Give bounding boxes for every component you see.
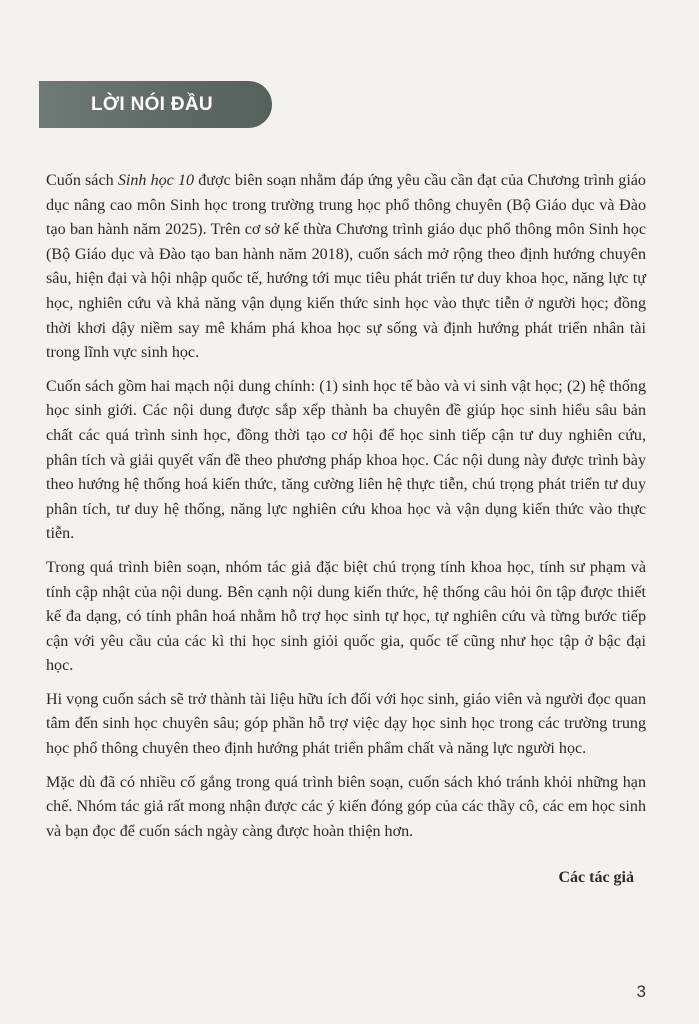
preface-body: [46, 169, 646, 853]
paragraph-3: Trong quá trình biên soạn, nhóm tác giả đặc biệt chú trọng tính khoa học, tính sư phạm và tính cập nhật của nội dung. Bên cạnh nội dung kiến thức, hệ thống câu hỏi ôn tập được thiết kế đa dạng, có tính phân hoá nhằm hỗ trợ học sinh tự học, tự nghiên cứu và từng bước tiếp cận với yêu cầu của các kì thi học sinh giỏi quốc gia, quốc tế cũng như học tập ở bậc đại học.: [46, 558, 646, 675]
paragraph-4: Hi vọng cuốn sách sẽ trở thành tài liệu hữu ích đối với học sinh, giáo viên và người đọc quan tâm đến sinh học chuyên sâu; góp phần hỗ trợ việc dạy học sinh học trong các trường trung học phổ thông chuyên theo định hướng phát triển phẩm chất và năng lực người học.: [46, 690, 646, 758]
paragraph-1-lead: Cuốn sách: [46, 172, 118, 189]
author-signature: Các tác giả: [558, 869, 634, 886]
paragraph-1: [46, 169, 646, 366]
paragraph-2: Cuốn sách gồm hai mạch nội dung chính: (1) sinh học tế bào và vi sinh vật học; (2) hệ thống học sinh giới. Các nội dung được sắp xếp thành ba chuyên đề giúp học sinh hiểu sâu bản chất các quá trình sinh học, đồng thời tạo cơ hội để học sinh tiếp cận tư duy nghiên cứu, phân tích và giải quyết vấn đề theo phương pháp khoa học. Các nội dung này được trình bày theo hướng hệ thống hoá kiến thức, tăng cường liên hệ thực tiễn, chú trọng phát triển tư duy phân tích, tư duy hệ thống, năng lực nghiên cứu khoa học và vận dụng kiến thức vào thực tiễn.: [46, 377, 646, 543]
section-title: LỜI NÓI ĐẦU: [91, 94, 213, 115]
book-title-italic: Sinh học 10: [117, 172, 195, 189]
paragraph-1-rest: được biên soạn nhằm đáp ứng yêu cầu cần đạt của Chương trình giáo dục nâng cao môn Sinh học trong trường trung học phổ thông chuyên (Bộ Giáo dục và Đào tạo ban hành năm 2025). Trên cơ sở kế thừa Chương trình giáo dục phổ thông môn Sinh học (Bộ Giáo dục và Đào tạo ban hành năm 2018), cuốn sách mở rộng theo định hướng chuyên sâu, hiện đại và hội nhập quốc tế, hướng tới mục tiêu phát triển tư duy khoa học, năng lực tự học, nghiên cứu và khả năng vận dụng kiến thức sinh học vào thực tiễn ở người học; đồng thời khơi dậy niềm say mê khám phá khoa học sự sống và định hướng phát triển nhân tài trong lĩnh vực sinh học.: [46, 172, 646, 362]
page-number: 3: [636, 982, 646, 1001]
section-header-banner: [39, 81, 272, 128]
paragraph-5: Mặc dù đã có nhiều cố gắng trong quá trình biên soạn, cuốn sách khó tránh khỏi những hạn chế. Nhóm tác giả rất mong nhận được các ý kiến đóng góp của các thầy cô, các em học sinh và bạn đọc để cuốn sách ngày càng được hoàn thiện hơn.: [46, 773, 646, 840]
